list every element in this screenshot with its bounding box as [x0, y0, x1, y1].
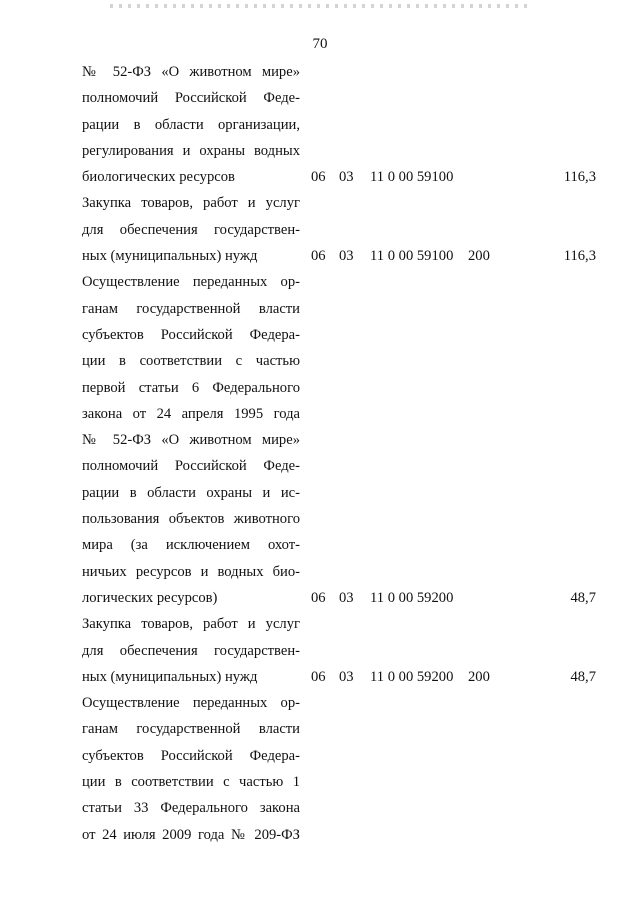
- table-row: [0, 428, 640, 454]
- section-code: 06: [311, 169, 326, 186]
- table-row: [0, 560, 640, 586]
- line-text: логических ресурсов): [82, 589, 218, 606]
- subsection-code: 03: [339, 248, 354, 265]
- table-row: [0, 665, 640, 691]
- subsection-code: 03: [339, 169, 354, 186]
- table-row: [0, 823, 640, 849]
- line-text: ции в соответствии с частью: [82, 353, 300, 370]
- scan-artifact-dots: [110, 4, 530, 8]
- expense-type-code: 200: [468, 668, 490, 685]
- line-text: для обеспечения государствен-: [82, 221, 300, 238]
- table-row: [0, 218, 640, 244]
- line-text: ганам государственной власти: [82, 721, 300, 738]
- table-row: [0, 244, 640, 270]
- table-row: [0, 744, 640, 770]
- table-row: [0, 481, 640, 507]
- line-text: первой статьи 6 Федерального: [82, 379, 300, 396]
- line-text: от 24 июля 2009 года № 209-ФЗ: [82, 826, 300, 843]
- table-row: [0, 533, 640, 559]
- amount-value: 116,3: [563, 169, 596, 186]
- line-text: регулирования и охраны водных: [82, 142, 300, 159]
- amount-value: 48,7: [570, 668, 596, 685]
- line-text: субъектов Российской Федера-: [82, 747, 300, 764]
- table-row: [0, 297, 640, 323]
- amount-value: 48,7: [570, 589, 596, 606]
- line-text: полномочий Российской Феде-: [82, 458, 300, 475]
- table-row: [0, 507, 640, 533]
- line-text: ции в соответствии с частью 1: [82, 774, 300, 791]
- line-text: ганам государственной власти: [82, 300, 300, 317]
- table-row: [0, 270, 640, 296]
- table-row: [0, 639, 640, 665]
- line-text: для обеспечения государствен-: [82, 642, 300, 659]
- line-text: № 52-ФЗ «О животном мире»: [82, 64, 300, 80]
- table-row: [0, 770, 640, 796]
- table-row: [0, 113, 640, 139]
- subsection-code: 03: [339, 589, 354, 606]
- line-text: статьи 33 Федерального закона: [82, 800, 300, 817]
- table-row: [0, 60, 640, 86]
- table-row: [0, 691, 640, 717]
- line-text: ничьих ресурсов и водных био-: [82, 563, 300, 580]
- table-row: [0, 165, 640, 191]
- line-text: полномочий Российской Феде-: [82, 90, 300, 107]
- section-code: 06: [311, 668, 326, 685]
- line-text: закона от 24 апреля 1995 года: [82, 405, 300, 422]
- line-text: рации в области организации,: [82, 116, 300, 133]
- table-row: [0, 717, 640, 743]
- table-row: [0, 402, 640, 428]
- line-text: № 52-ФЗ «О животном мире»: [82, 432, 300, 449]
- table-row: [0, 139, 640, 165]
- table-row: [0, 586, 640, 612]
- section-code: 06: [311, 248, 326, 265]
- line-text: мира (за исключением охот-: [82, 537, 300, 554]
- line-text: Закупка товаров, работ и услуг: [82, 616, 300, 633]
- table-row: [0, 323, 640, 349]
- section-code: 06: [311, 589, 326, 606]
- line-text: Закупка товаров, работ и услуг: [82, 195, 300, 212]
- page-number: 70: [312, 36, 328, 52]
- table-row: [0, 454, 640, 480]
- target-article-code: 11 0 00 59200: [370, 589, 454, 606]
- budget-table-body: [0, 60, 640, 849]
- target-article-code: 11 0 00 59100: [370, 248, 454, 265]
- line-text: биологических ресурсов: [82, 169, 235, 186]
- target-article-code: 11 0 00 59100: [370, 169, 454, 186]
- line-text: пользования объектов животного: [82, 511, 300, 528]
- line-text: ных (муниципальных) нужд: [82, 668, 258, 685]
- line-text: Осуществление переданных ор-: [82, 695, 300, 712]
- table-row: [0, 349, 640, 375]
- amount-value: 116,3: [563, 248, 596, 265]
- table-row: [0, 191, 640, 217]
- table-row: [0, 612, 640, 638]
- line-text: Осуществление переданных ор-: [82, 274, 300, 291]
- line-text: рации в области охраны и ис-: [82, 484, 300, 501]
- line-text: ных (муниципальных) нужд: [82, 248, 258, 265]
- table-row: [0, 376, 640, 402]
- line-text: субъектов Российской Федера-: [82, 326, 300, 343]
- table-row: [0, 86, 640, 112]
- table-row: [0, 796, 640, 822]
- subsection-code: 03: [339, 668, 354, 685]
- expense-type-code: 200: [468, 248, 490, 265]
- target-article-code: 11 0 00 59200: [370, 668, 454, 685]
